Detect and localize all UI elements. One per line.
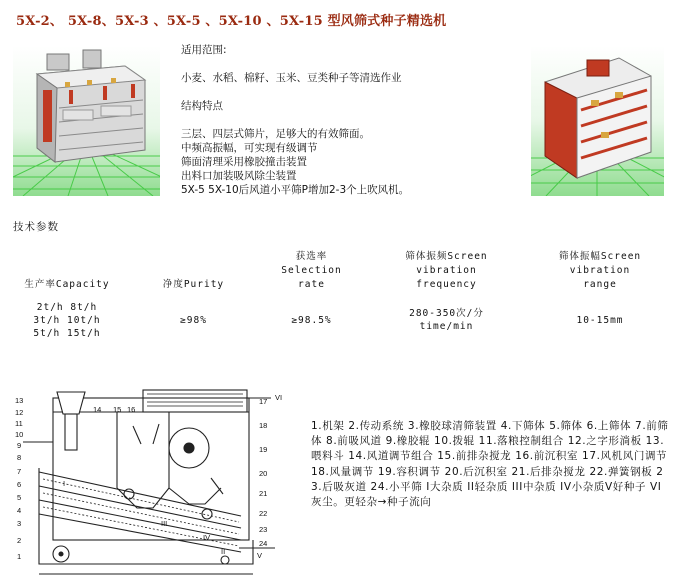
part-label: 5 [17, 493, 22, 502]
outlet-label: V [257, 551, 263, 560]
spec-table [0, 246, 677, 348]
part-label: 7 [17, 467, 22, 476]
part-label: 24 [259, 539, 268, 548]
part-label: 9 [17, 441, 22, 450]
part-label: 6 [17, 480, 22, 489]
scope-text: 小麦、水稻、棉籽、玉米、豆类种子等清选作业 [181, 72, 402, 84]
header-capacity: 生产率Capacity [24, 279, 110, 290]
part-label: 13 [15, 396, 24, 405]
outlet-label: III [161, 519, 168, 528]
parts-legend: 1.机架 2.传动系统 3.橡胶球清筛装置 4.下筛体 5.筛体 6.上筛体 7.前筛体 8.前吸风道 9.橡胶辊 10.拨辊 11.落粮控制组合 12.之字形淌板 13.喂料斗 14.风道调节组合 15.前排杂搅龙 16.前沉积室 17.风机风门调节 18.风量调节 19.容积调节 20.后沉积室 21.后排杂搅龙 22.弹簧钢板 23.后吸灰道 24.小平筛 I大杂质 II轻杂质 III中杂质 IV小杂质V好种子 VI灰尘。更轻杂→种子流向 [311, 420, 669, 509]
part-label: 19 [259, 445, 268, 454]
machine-cutaway-photo-right [531, 46, 664, 196]
feature-item: 出料口加装吸风除尘装置 [181, 170, 297, 182]
part-label: 8 [17, 453, 22, 462]
header-selection-rate: 获选率 Selection rate [281, 251, 342, 290]
outlet-label: VI [275, 393, 283, 402]
part-label: 22 [259, 509, 268, 518]
outlet-label: II [221, 547, 226, 556]
part-label: 10 [15, 430, 24, 439]
part-label: 1 [17, 552, 22, 561]
value-vibration-frequency: 280-350次/分 time/min [409, 308, 484, 332]
part-label: 20 [259, 469, 268, 478]
spec-header-row [0, 246, 677, 292]
structure-heading: 结构特点 [181, 100, 223, 112]
outlet-label: I [63, 479, 66, 488]
page-title: 5X-2、 5X-8、5X-3 、5X-5 、5X-10 、5X-15 型风筛式种子精选机 [16, 14, 447, 29]
part-label: 17 [259, 397, 268, 406]
part-label: 18 [259, 421, 268, 430]
header-vibration-range: 筛体振幅Screen vibration range [558, 251, 642, 290]
part-label: 2 [17, 536, 22, 545]
feature-list [181, 127, 409, 197]
feature-item: 5X-5 5X-10后风道小平筛P增加2-3个上吹风机。 [181, 184, 410, 196]
value-capacity: 2t/h 8t/h 3t/h 10t/h 5t/h 15t/h [33, 301, 101, 339]
value-purity: ≥98% [180, 314, 207, 326]
spec-value-row [0, 292, 677, 348]
part-label: 16 [127, 405, 136, 414]
header-vibration-frequency: 筛体振频Screen vibration frequency [405, 251, 488, 290]
part-label: 4 [17, 506, 22, 515]
part-label: 23 [259, 525, 268, 534]
value-selection-rate: ≥98.5% [291, 314, 332, 326]
part-label: 3 [17, 519, 22, 528]
feature-item: 筛面清理采用橡胶撞击装置 [181, 156, 307, 168]
scope-heading: 适用范围: [181, 44, 227, 56]
part-label: 14 [93, 405, 102, 414]
part-label: 12 [15, 408, 24, 417]
part-label: 11 [15, 419, 23, 428]
part-label: 21 [259, 489, 268, 498]
feature-item: 中频高振幅，可实现有级调节 [181, 142, 318, 154]
value-vibration-range: 10-15mm [576, 314, 624, 326]
header-purity: 净度Purity [162, 279, 225, 290]
part-label: 15 [113, 405, 122, 414]
machine-photo-left [13, 46, 160, 196]
machine-structure-diagram [13, 368, 295, 583]
feature-item: 三层、四层式筛片，足够大的有效筛面。 [181, 128, 370, 140]
outlet-label: IV [203, 533, 211, 542]
params-heading: 技术参数 [13, 221, 59, 233]
